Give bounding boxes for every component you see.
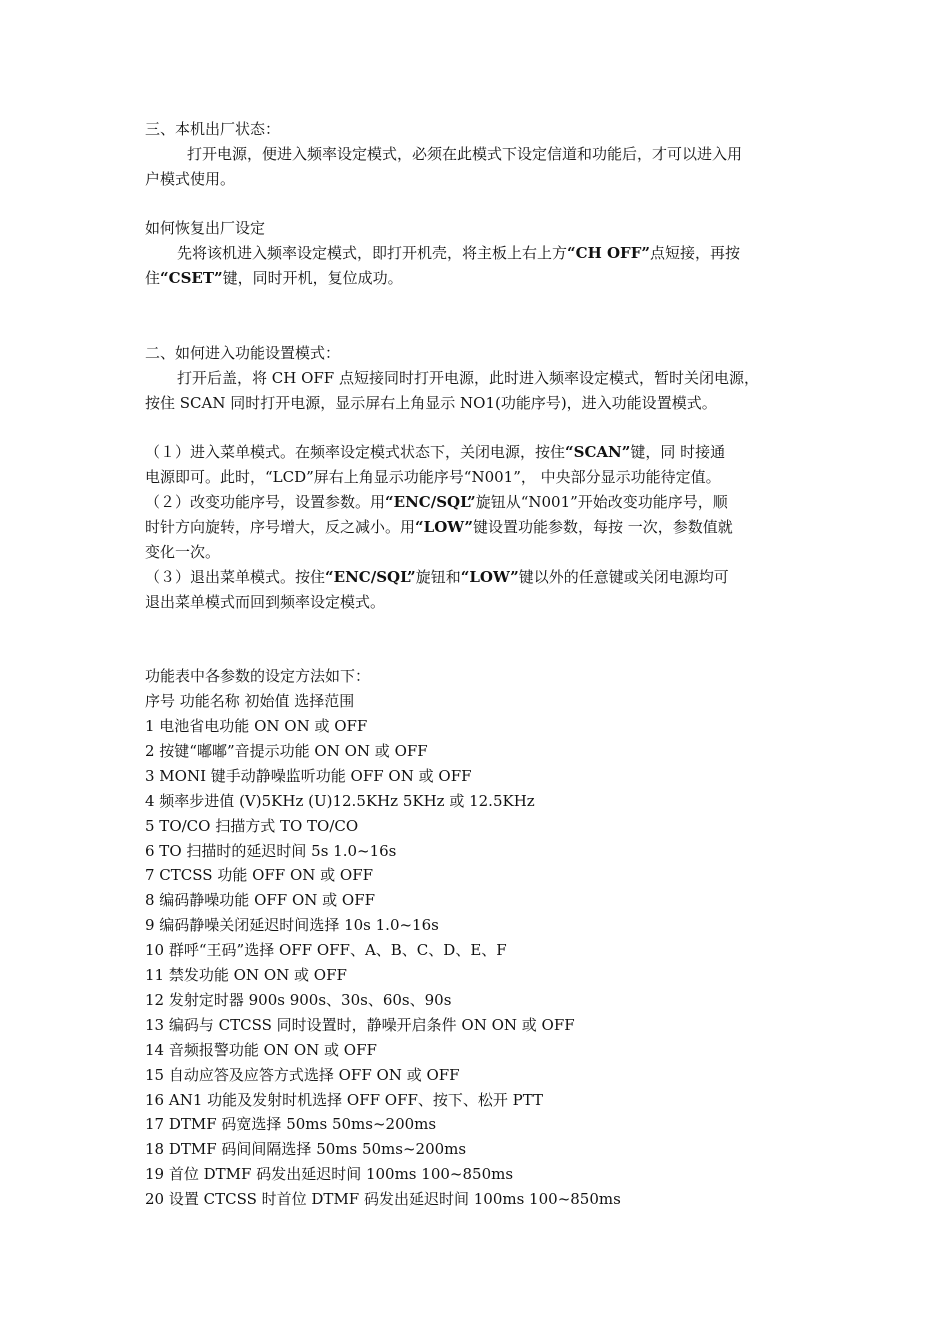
- function-table-row: 15 自动应答及应答方式选择 OFF ON 或 OFF: [145, 1065, 460, 1084]
- function-table-row: 14 音频报警功能 ON ON 或 OFF: [145, 1040, 377, 1059]
- step-2-line: 变化一次。: [145, 543, 221, 561]
- step-1-line: 电源即可。此时，“LCD”屏右上角显示功能序号“N001”， 中央部分显示功能待定值。: [145, 468, 721, 486]
- restore-heading: 如何恢复出厂设定: [145, 219, 266, 237]
- text-span: 住: [145, 269, 161, 287]
- function-table-row: 5 TO/CO 扫描方式 TO TO/CO: [145, 816, 359, 835]
- text-span: （３）退出菜单模式。按住: [145, 568, 326, 586]
- step-2-line: [145, 517, 733, 537]
- function-table-row: 16 AN1 功能及发射时机选择 OFF OFF、按下、松开 PTT: [145, 1090, 544, 1109]
- function-table-row: 3 MONI 键手动静噪监听功能 OFF ON 或 OFF: [145, 766, 472, 785]
- function-table-row: 17 DTMF 码宽选择 50ms 50ms~200ms: [145, 1115, 437, 1134]
- text-span: 先将该机进入频率设定模式，即打开机壳，将主板上右上方: [177, 244, 568, 262]
- function-table-row: 6 TO 扫描时的延迟时间 5s 1.0~16s: [145, 841, 397, 860]
- bold-keyword: “LOW”: [460, 568, 519, 586]
- function-mode-heading: 二、如何进入功能设置模式：: [145, 344, 341, 362]
- function-table-row: 18 DTMF 码间间隔选择 50ms 50ms~200ms: [145, 1140, 467, 1159]
- text-span: 旋钮从“N001”开始改变功能序号，顺: [475, 493, 728, 511]
- function-table-row: 1 电池省电功能 ON ON 或 OFF: [145, 717, 368, 735]
- function-table-row: 19 首位 DTMF 码发出延迟时间 100ms 100~850ms: [145, 1165, 514, 1184]
- function-table-row: 11 禁发功能 ON ON 或 OFF: [145, 966, 347, 984]
- function-table-row: 2 按键“嘟嘟”音提示功能 ON ON 或 OFF: [145, 741, 428, 760]
- bold-keyword: “CSET”: [160, 269, 223, 287]
- function-mode-paragraph-line: 按住 SCAN 同时打开电源，显示屏右上角显示 NO1(功能序号)，进入功能设置模式。: [145, 394, 717, 412]
- restore-paragraph-line: [145, 268, 403, 288]
- function-table-intro: 功能表中各参数的设定方法如下：: [145, 667, 371, 685]
- step-3-line: [145, 567, 729, 587]
- factory-state-paragraph-line: 户模式使用。: [145, 170, 236, 188]
- step-1-line: [145, 442, 725, 462]
- bold-keyword: “LOW”: [415, 518, 474, 536]
- step-2-line: [145, 492, 728, 512]
- text-span: 键，同 时接通: [630, 443, 726, 461]
- text-span: （２）改变功能序号，设置参数。用: [145, 493, 386, 511]
- bold-keyword: “ENC/SQL”: [385, 493, 476, 511]
- text-span: 键设置功能参数，每按 一次，参数值就: [473, 518, 733, 536]
- function-table-row: 20 设置 CTCSS 时首位 DTMF 码发出延迟时间 100ms 100~850ms: [145, 1190, 621, 1209]
- factory-state-paragraph-line: 打开电源，便进入频率设定模式，必须在此模式下设定信道和功能后，才可以进入用: [187, 145, 743, 163]
- function-table-row: 7 CTCSS 功能 OFF ON 或 OFF: [145, 866, 374, 885]
- text-span: 点短接，再按: [649, 244, 740, 262]
- function-mode-paragraph-line: 打开后盖，将 CH OFF 点短接同时打开电源，此时进入频率设定模式，暂时关闭电源，: [177, 369, 759, 387]
- bold-keyword: “CH OFF”: [567, 244, 650, 262]
- bold-keyword: “ENC/SQL”: [325, 568, 416, 586]
- bold-keyword: “SCAN”: [565, 443, 631, 461]
- function-table-row: 12 发射定时器 900s 900s、30s、60s、90s: [145, 990, 452, 1009]
- function-table-row: 13 编码与 CTCSS 同时设置时，静噪开启条件 ON ON 或 OFF: [145, 1015, 575, 1034]
- function-table-row: 9 编码静噪关闭延迟时间选择 10s 1.0~16s: [145, 916, 439, 935]
- function-table-row: 4 频率步进值 (V)5KHz (U)12.5KHz 5KHz 或 12.5KHz: [145, 791, 535, 810]
- function-table-row: 10 群呼“王码”选择 OFF OFF、A、B、C、D、E、F: [145, 941, 507, 960]
- factory-state-heading: 三、本机出厂状态：: [145, 120, 281, 138]
- function-table-row: 8 编码静噪功能 OFF ON 或 OFF: [145, 891, 376, 910]
- text-span: 时针方向旋转，序号增大，反之减小。用: [145, 518, 416, 536]
- text-span: 旋钮和: [415, 568, 461, 586]
- restore-paragraph-line: [177, 243, 740, 263]
- step-3-line: 退出菜单模式而回到频率设定模式。: [145, 593, 386, 611]
- text-span: 键，同时开机，复位成功。: [222, 269, 403, 287]
- function-table-header: 序号 功能名称 初始值 选择范围: [145, 692, 355, 710]
- text-span: 键以外的任意键或关闭电源均可: [518, 568, 729, 586]
- text-span: （１）进入菜单模式。在频率设定模式状态下，关闭电源，按住: [145, 443, 566, 461]
